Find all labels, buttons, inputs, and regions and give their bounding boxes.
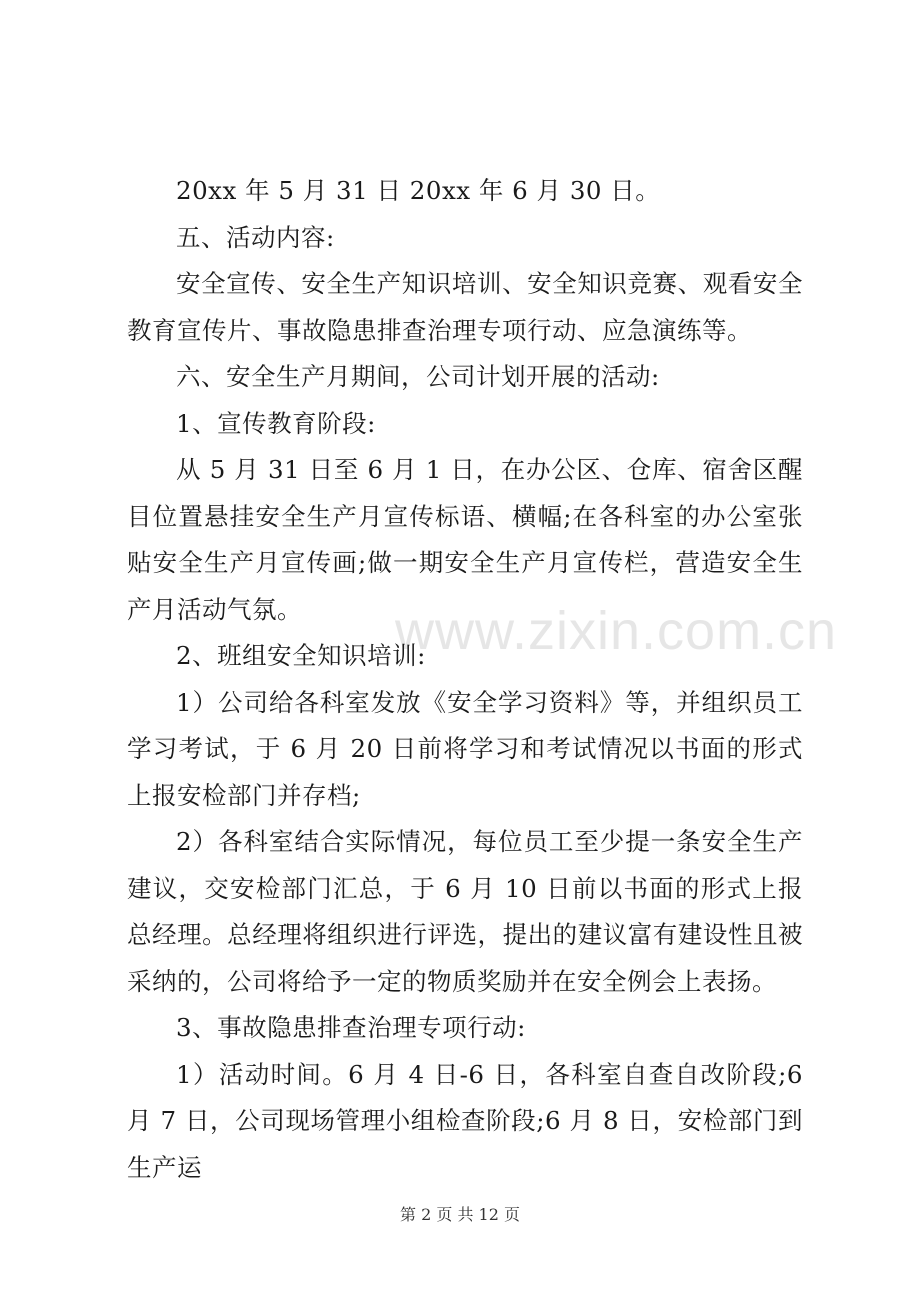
- section-heading: 五、活动内容:: [176, 222, 335, 252]
- watermark: www.zixin.com.cn: [395, 601, 838, 661]
- paragraph: 20xx 年 5 月 31 日 20xx 年 6 月 30 日。: [176, 176, 661, 205]
- list-item: 1）公司给各科室发放《安全学习资料》等，并组织员工学习考试，于 6 月 20 日前将学习和考试情况以书面的形式上报安检部门并存档;: [127, 687, 803, 810]
- paragraph: 安全宣传、安全生产知识培训、安全知识竞赛、观看安全教育宣传片、事故隐患排查治理专项行动、应急演练等。: [127, 269, 803, 345]
- page-footer: 第 2 页 共 12 页: [400, 1205, 520, 1224]
- list-item: 2）各科室结合实际情况，每位员工至少提一条安全生产建议，交安检部门汇总，于 6 月 10 日前以书面的形式上报总经理。总经理将组织进行评选，提出的建议富有建设性且被采纳的，公司将给予一定的物质奖励并在安全例会上表扬。: [127, 827, 803, 996]
- list-item: 1）活动时间。6 月 4 日-6 日，各科室自查自改阶段;6 月 7 日，公司现场管理小组检查阶段;6 月 8 日，安检部门到生产运: [127, 1059, 803, 1182]
- paragraph: 从 5 月 31 日至 6 月 1 日，在办公区、仓库、宿舍区醒目位置悬挂安全生产月宣传标语、横幅;在各科室的办公室张贴安全生产月宣传画;做一期安全生产月宣传栏，营造安全生产月活动气氛。: [127, 455, 803, 624]
- document-body: [127, 168, 803, 1191]
- subsection-heading: 1、宣传教育阶段:: [176, 408, 376, 438]
- subsection-heading: 3、事故隐患排查治理专项行动:: [176, 1013, 526, 1042]
- subsection-heading: 2、班组安全知识培训:: [176, 641, 426, 670]
- section-heading: 六、安全生产月期间，公司计划开展的活动:: [176, 362, 660, 391]
